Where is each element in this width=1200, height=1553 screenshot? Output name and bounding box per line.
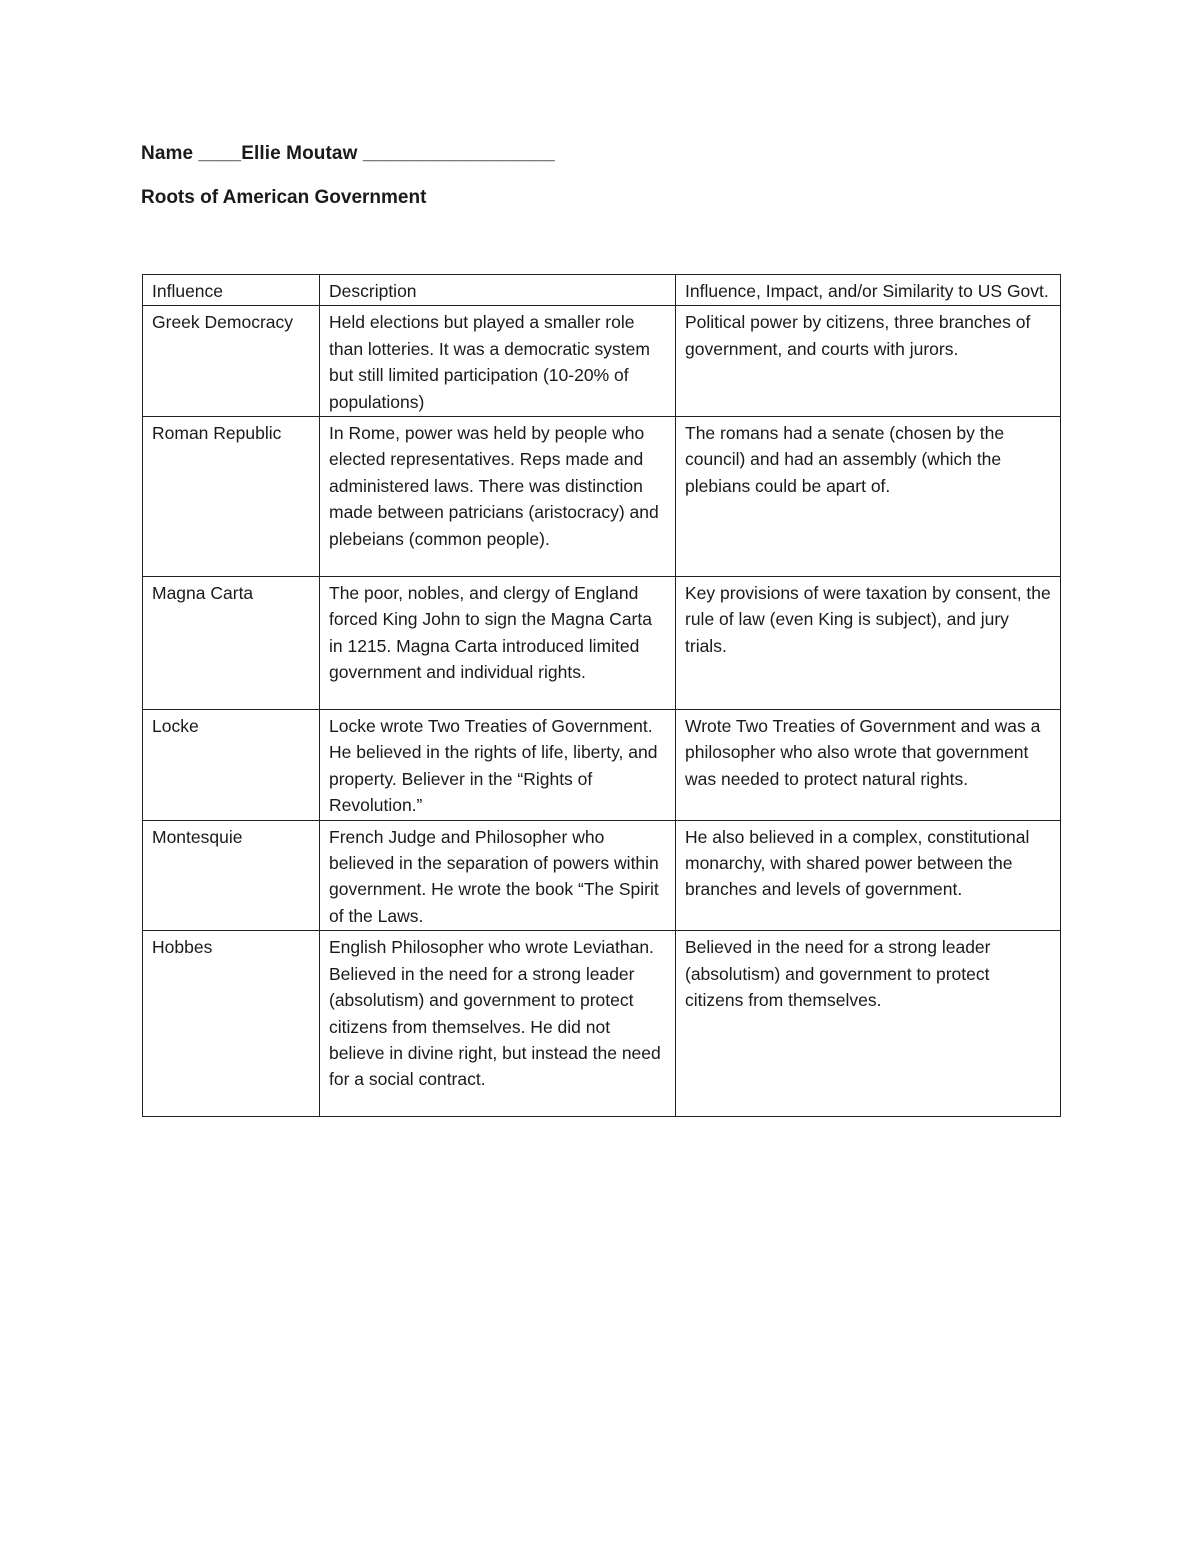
cell-impact: Believed in the need for a strong leader (absolutism) and government to protect citizens from themselves. [676, 931, 1061, 1117]
table-row [143, 577, 1061, 710]
cell-impact: He also believed in a complex, constitutional monarchy, with shared power between the branches and levels of government. [676, 820, 1061, 931]
table-header-row [143, 275, 1061, 306]
cell-influence: Magna Carta [143, 577, 320, 710]
table-row [143, 417, 1061, 577]
cell-description: English Philosopher who wrote Leviathan. Believed in the need for a strong leader (absolutism) and government to protect citizens from themselves. He did not believe in divine right, but instead the need for a social contract. [320, 931, 676, 1117]
cell-impact: Political power by citizens, three branches of government, and courts with jurors. [676, 306, 1061, 417]
cell-description: Locke wrote Two Treaties of Government. He believed in the rights of life, liberty, and property. Believer in the “Rights of Revolution.” [320, 710, 676, 821]
cell-description: French Judge and Philosopher who believed in the separation of powers within government. He wrote the book “The Spirit of the Laws. [320, 820, 676, 931]
column-header-description: Description [320, 275, 676, 306]
student-name-line: Name ____Ellie Moutaw __________________ [141, 143, 555, 164]
cell-influence: Hobbes [143, 931, 320, 1117]
roots-table [142, 274, 1061, 1117]
column-header-impact: Influence, Impact, and/or Similarity to US Govt. [676, 275, 1061, 306]
column-header-influence: Influence [143, 275, 320, 306]
document-title: Roots of American Government [141, 187, 427, 208]
cell-influence: Montesquie [143, 820, 320, 931]
cell-impact: Wrote Two Treaties of Government and was a philosopher who also wrote that government was needed to protect natural rights. [676, 710, 1061, 821]
cell-impact: Key provisions of were taxation by consent, the rule of law (even King is subject), and jury trials. [676, 577, 1061, 710]
cell-description: Held elections but played a smaller role than lotteries. It was a democratic system but still limited participation (10-20% of populations) [320, 306, 676, 417]
cell-description: In Rome, power was held by people who elected representatives. Reps made and administered laws. There was distinction made between patricians (aristocracy) and plebeians (common people). [320, 417, 676, 577]
table-row [143, 820, 1061, 931]
cell-influence: Locke [143, 710, 320, 821]
cell-impact: The romans had a senate (chosen by the council) and had an assembly (which the plebians could be apart of. [676, 417, 1061, 577]
table-row [143, 710, 1061, 821]
table-row [143, 306, 1061, 417]
cell-description: The poor, nobles, and clergy of England forced King John to sign the Magna Carta in 1215. Magna Carta introduced limited government and individual rights. [320, 577, 676, 710]
cell-influence: Roman Republic [143, 417, 320, 577]
table-row [143, 931, 1061, 1117]
cell-influence: Greek Democracy [143, 306, 320, 417]
